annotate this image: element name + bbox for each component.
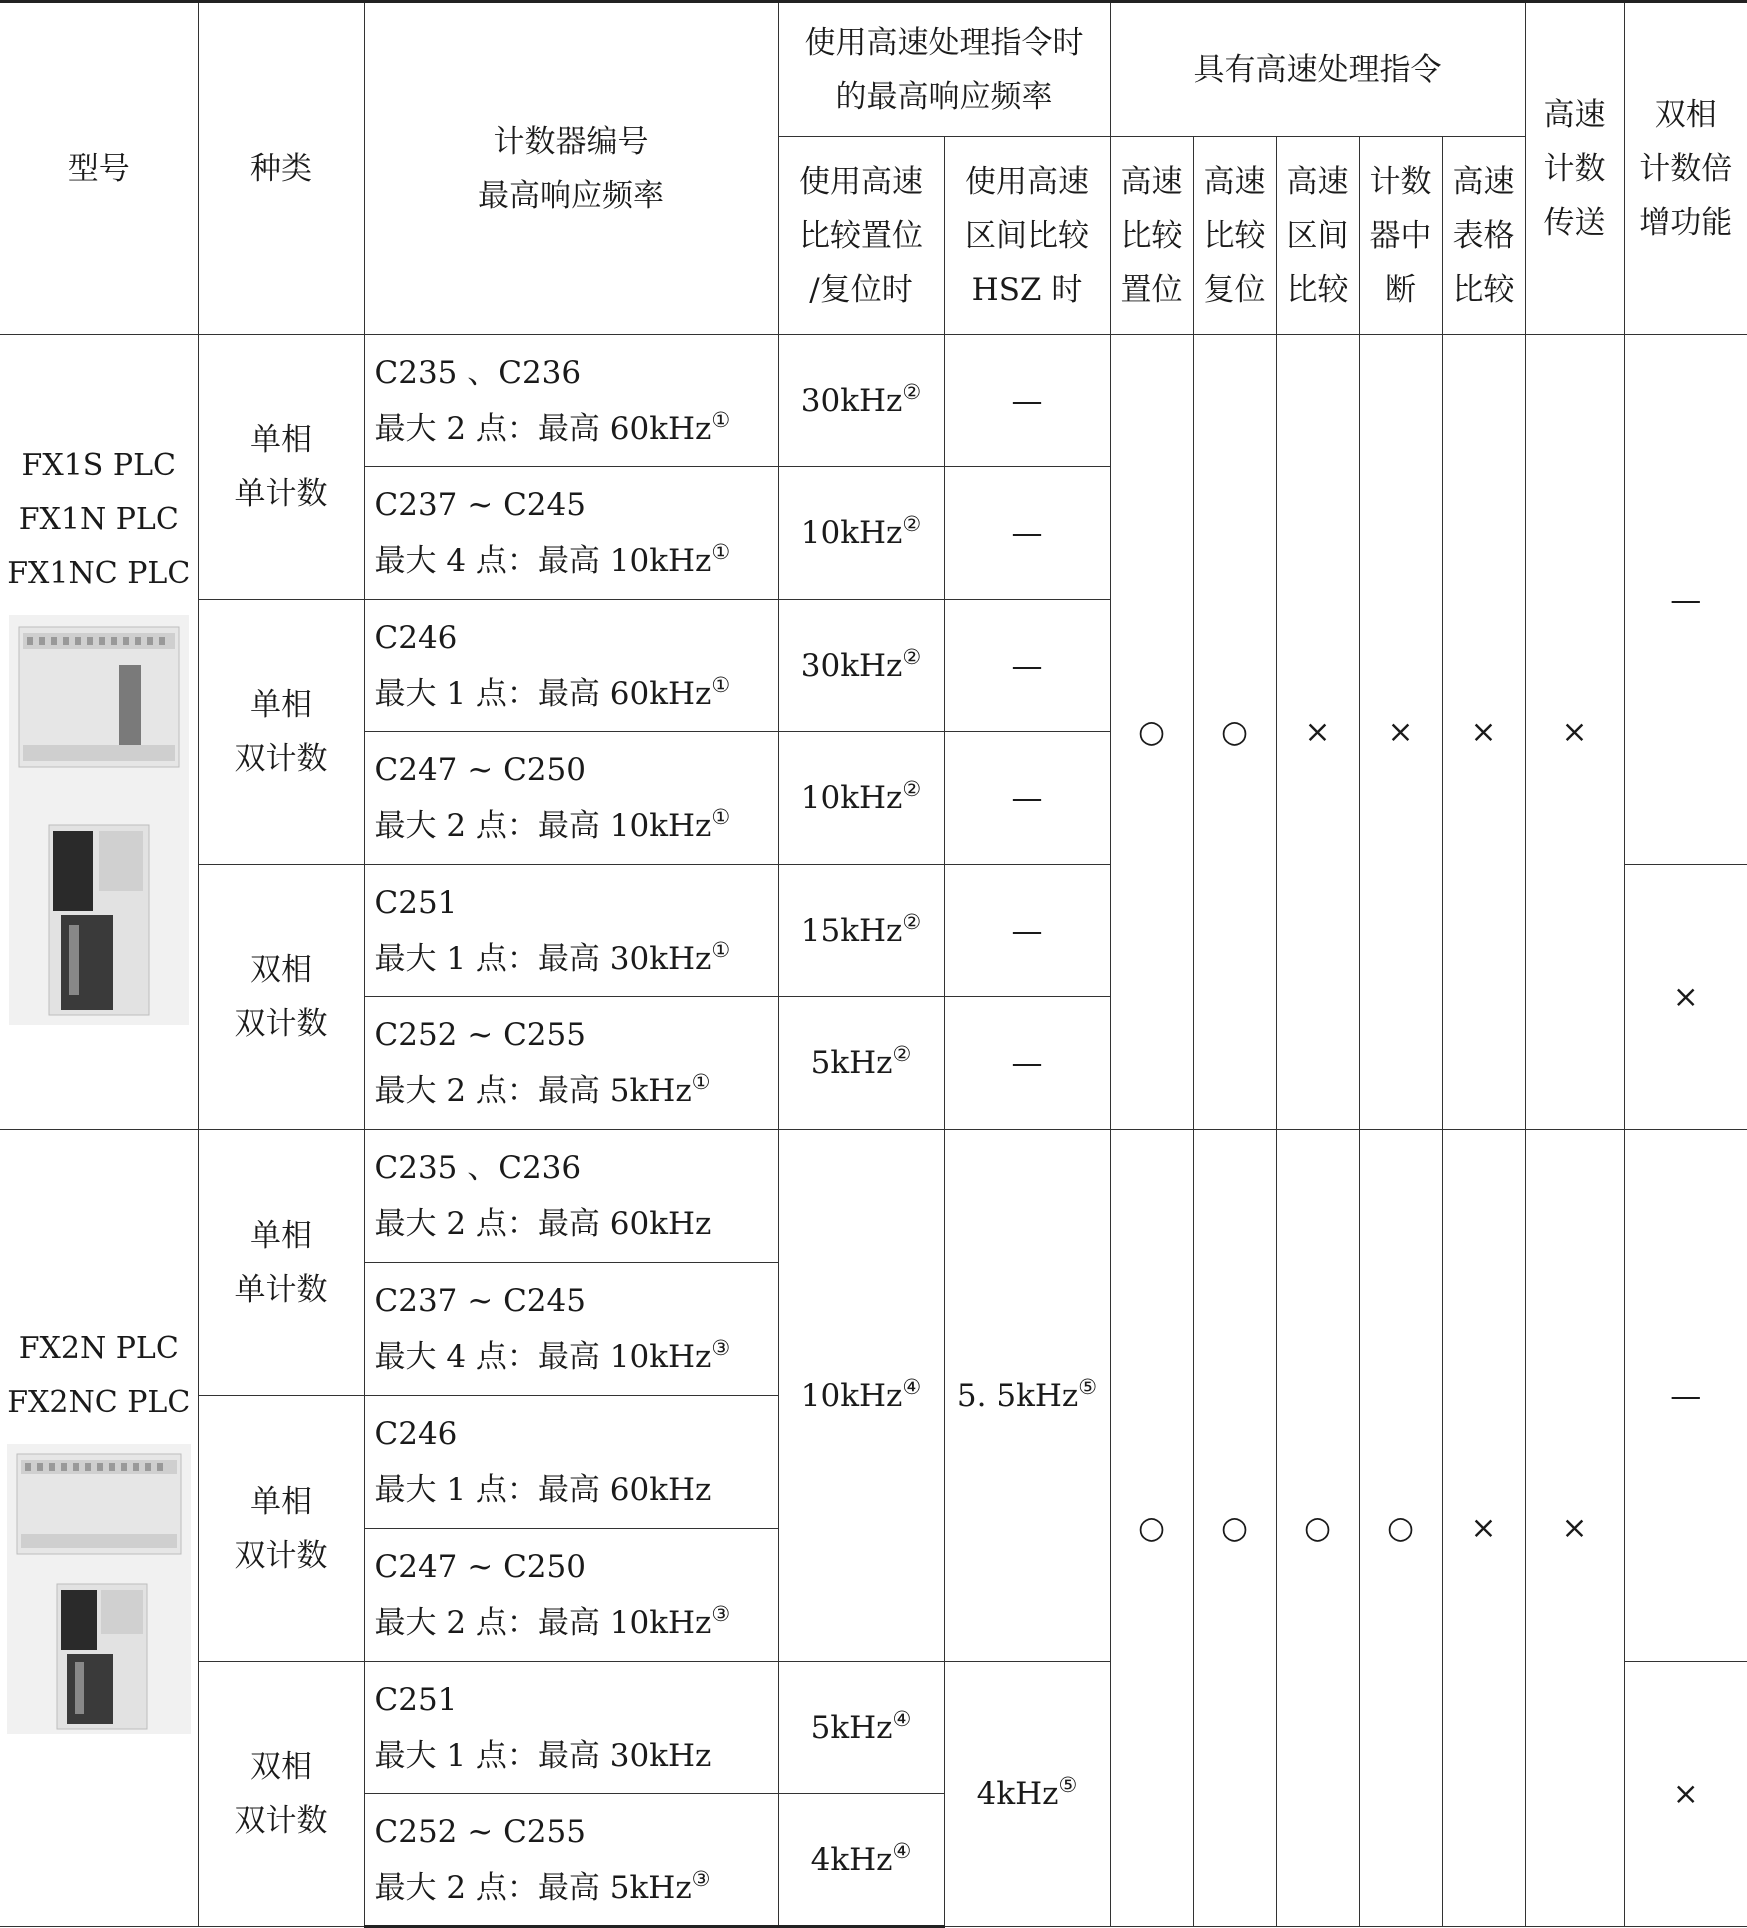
mark-cell: × xyxy=(1442,1130,1525,1927)
fx2-plc-image xyxy=(7,1444,191,1734)
fx1-plc-image xyxy=(9,615,189,1025)
counter-cell: C235 、C236 最大 2 点：最高 60kHz xyxy=(364,1130,778,1263)
header-hs-response-group: 使用高速处理指令时 的最高响应频率 xyxy=(778,2,1110,137)
counter-cell: C251 最大 1 点：最高 30kHz① xyxy=(364,865,778,997)
type-single-phase-dual: 单相 双计数 xyxy=(198,600,364,865)
dual-cell: × xyxy=(1624,1662,1747,1927)
freq-compare-cell: 10kHz② xyxy=(778,467,944,600)
mark-cell: ○ xyxy=(1359,1130,1442,1927)
mark-cell: × xyxy=(1525,335,1624,1130)
freq-compare-cell: 30kHz② xyxy=(778,600,944,732)
freq-zone-cell: — xyxy=(944,335,1110,467)
counter-cell: C247 ~ C250 最大 2 点：最高 10kHz① xyxy=(364,732,778,865)
freq-zone-cell: — xyxy=(944,865,1110,997)
type-dual-phase-dual: 双相 双计数 xyxy=(198,865,364,1130)
freq-compare-cell: 5kHz② xyxy=(778,997,944,1130)
model-fx2-group: FX2N PLC FX2NC PLC xyxy=(0,1130,198,1927)
header-hs-counter-transfer: 高速 计数 传送 xyxy=(1525,2,1624,335)
freq-compare-cell: 5kHz④ xyxy=(778,1662,944,1794)
header-hs-zone: 高速 区间 比较 xyxy=(1276,137,1359,335)
freq-compare-cell: 30kHz② xyxy=(778,335,944,467)
freq-zone-cell: 5. 5kHz⑤ xyxy=(944,1130,1110,1662)
freq-zone-cell: — xyxy=(944,467,1110,600)
header-dual-phase-multiply: 双相 计数倍 增功能 xyxy=(1624,2,1747,335)
mark-cell: ○ xyxy=(1110,1130,1193,1927)
type-single-phase-single: 单相 单计数 xyxy=(198,335,364,600)
mark-cell: ○ xyxy=(1110,335,1193,1130)
counter-cell: C246 最大 1 点：最高 60kHz① xyxy=(364,600,778,732)
header-hs-compare-set-reset: 使用高速 比较置位 /复位时 xyxy=(778,137,944,335)
header-type: 种类 xyxy=(198,2,364,335)
header-counter-interrupt: 计数 器中 断 xyxy=(1359,137,1442,335)
type-single-phase-dual: 单相 双计数 xyxy=(198,1396,364,1662)
freq-compare-cell: 15kHz② xyxy=(778,865,944,997)
counter-cell: C252 ~ C255 最大 2 点：最高 5kHz③ xyxy=(364,1794,778,1927)
header-hs-compare-set: 高速 比较 置位 xyxy=(1110,137,1193,335)
freq-zone-cell: — xyxy=(944,997,1110,1130)
mark-cell: ○ xyxy=(1193,335,1276,1130)
dual-cell: — xyxy=(1624,335,1747,865)
freq-compare-cell: 10kHz④ xyxy=(778,1130,944,1662)
mark-cell: × xyxy=(1276,335,1359,1130)
header-has-hs-instr: 具有高速处理指令 xyxy=(1110,2,1525,137)
type-single-phase-single: 单相 单计数 xyxy=(198,1130,364,1396)
freq-zone-cell: 4kHz⑤ xyxy=(944,1662,1110,1927)
freq-zone-cell: — xyxy=(944,600,1110,732)
counter-cell: C247 ~ C250 最大 2 点：最高 10kHz③ xyxy=(364,1529,778,1662)
model-fx1-group: FX1S PLC FX1N PLC FX1NC PLC xyxy=(0,335,198,1130)
counter-cell: C237 ~ C245 最大 4 点：最高 10kHz③ xyxy=(364,1263,778,1396)
counter-cell: C252 ~ C255 最大 2 点：最高 5kHz① xyxy=(364,997,778,1130)
header-counter: 计数器编号 最高响应频率 xyxy=(364,2,778,335)
counter-cell: C235 、C236 最大 2 点：最高 60kHz① xyxy=(364,335,778,467)
header-hs-table-compare: 高速 表格 比较 xyxy=(1442,137,1525,335)
dual-cell: — xyxy=(1624,1130,1747,1662)
mark-cell: × xyxy=(1359,335,1442,1130)
counter-cell: C237 ~ C245 最大 4 点：最高 10kHz① xyxy=(364,467,778,600)
counter-cell: C246 最大 1 点：最高 60kHz xyxy=(364,1396,778,1529)
freq-compare-cell: 4kHz④ xyxy=(778,1794,944,1927)
mark-cell: ○ xyxy=(1276,1130,1359,1927)
header-hs-zone-compare: 使用高速 区间比较 HSZ 时 xyxy=(944,137,1110,335)
freq-compare-cell: 10kHz② xyxy=(778,732,944,865)
mark-cell: ○ xyxy=(1193,1130,1276,1927)
mark-cell: × xyxy=(1442,335,1525,1130)
dual-cell: × xyxy=(1624,865,1747,1130)
counter-cell: C251 最大 1 点：最高 30kHz xyxy=(364,1662,778,1794)
header-model: 型号 xyxy=(0,2,198,335)
type-dual-phase-dual: 双相 双计数 xyxy=(198,1662,364,1927)
mark-cell: × xyxy=(1525,1130,1624,1927)
header-hs-compare-reset: 高速 比较 复位 xyxy=(1193,137,1276,335)
freq-zone-cell: — xyxy=(944,732,1110,865)
